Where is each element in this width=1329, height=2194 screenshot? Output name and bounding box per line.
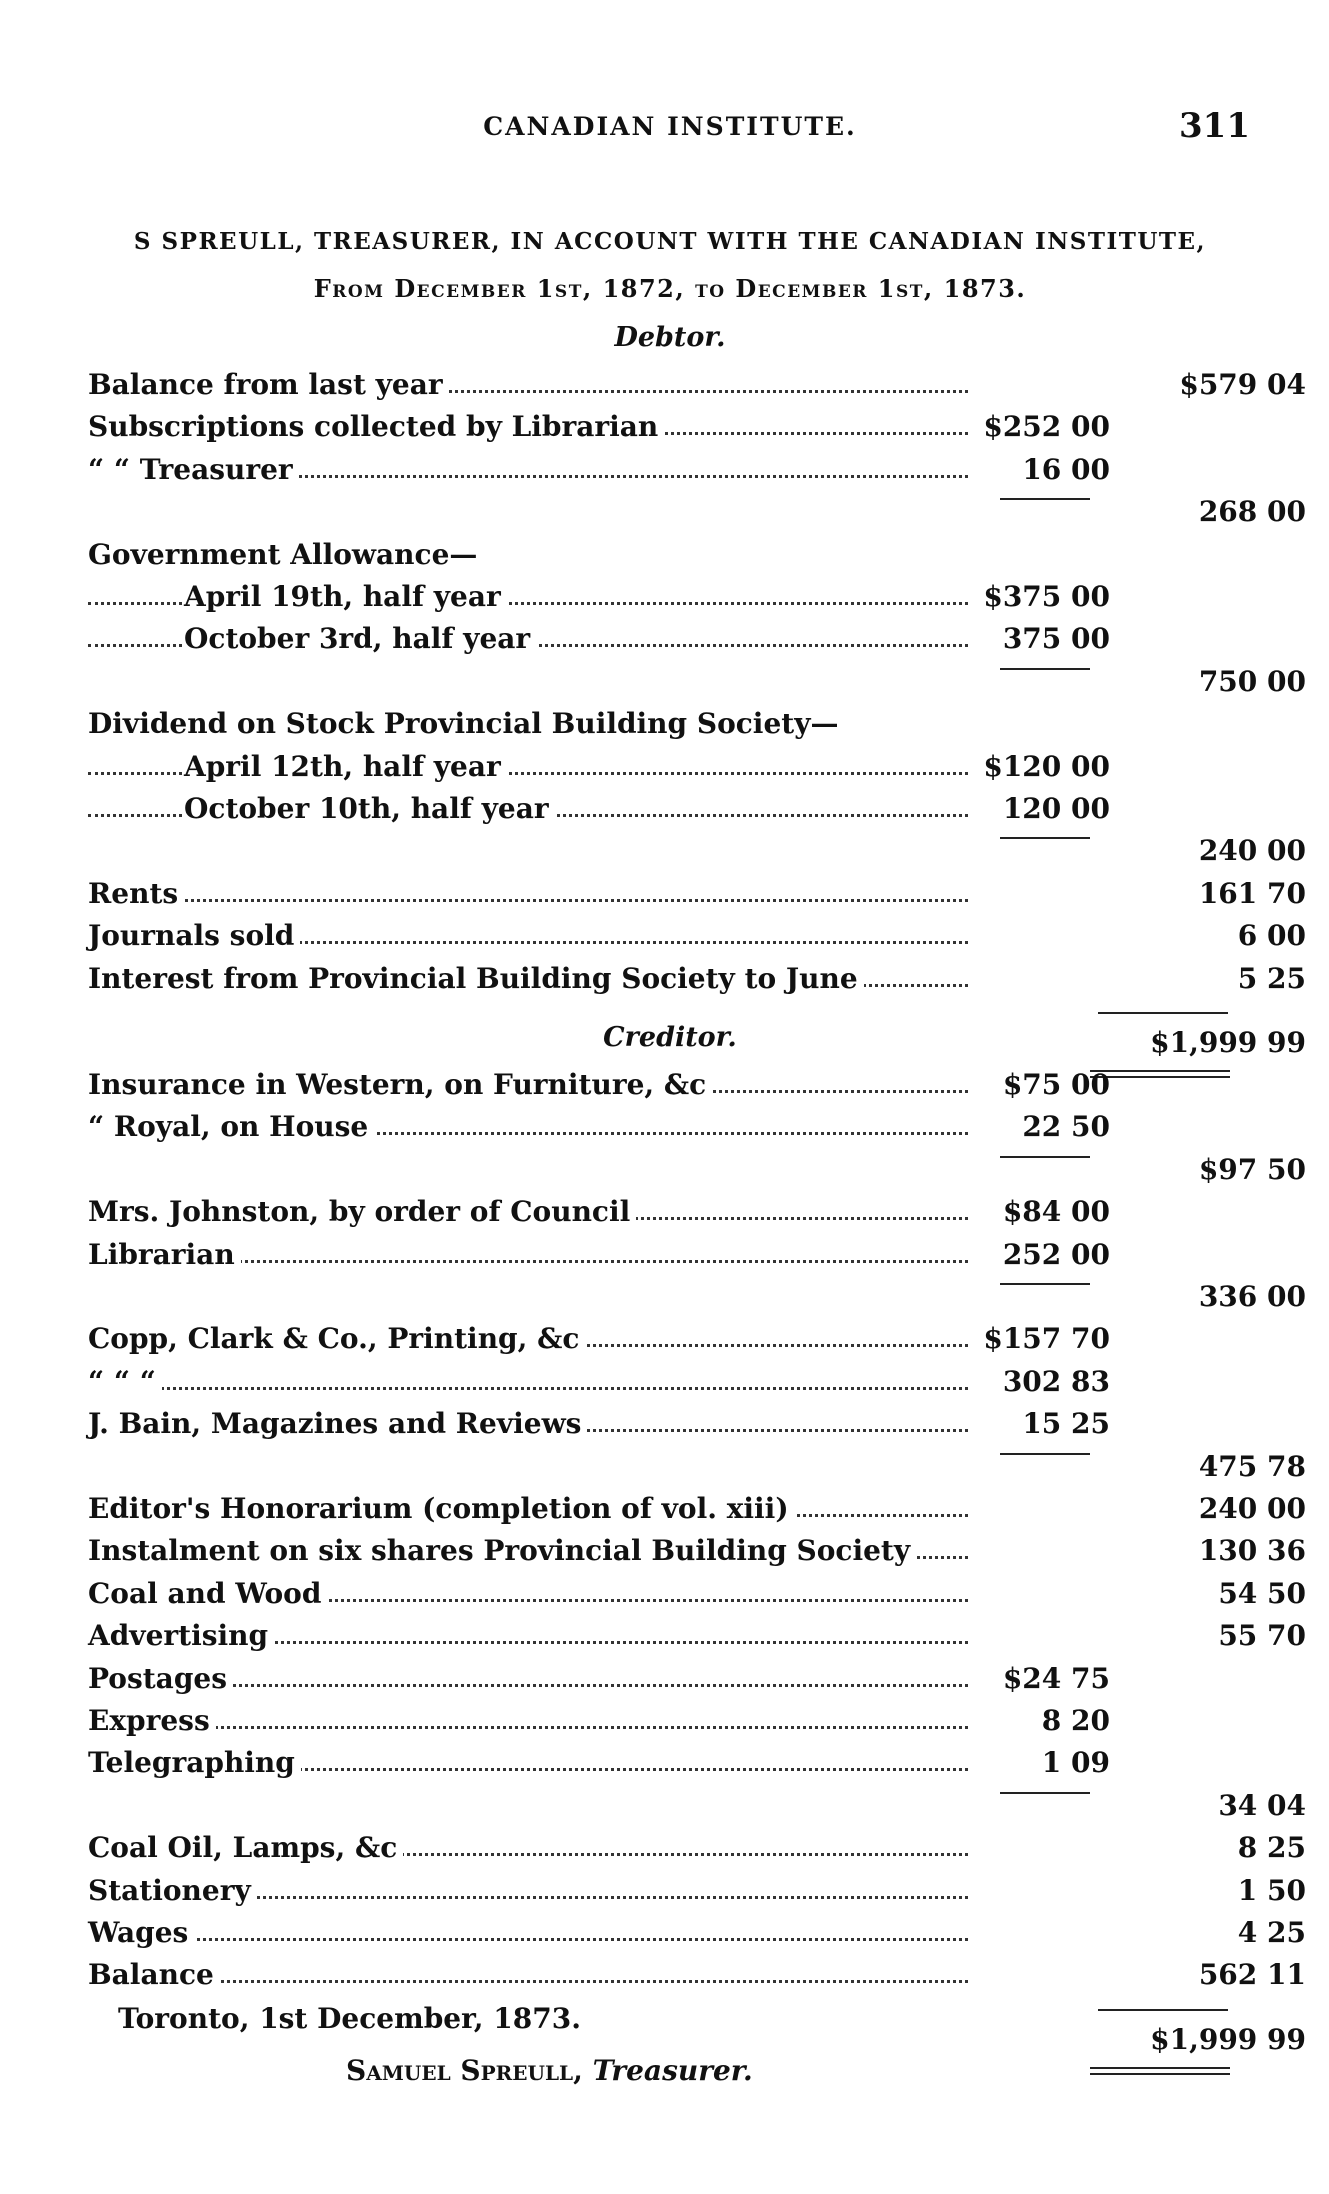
debtor-row (88, 453, 1268, 493)
creditor-row (88, 1195, 1268, 1235)
debtor-row-subamount: $375 00 (983, 580, 1110, 613)
creditor-row (88, 1788, 1306, 1829)
running-title: CANADIAN INSTITUTE. (483, 112, 857, 141)
debtor-row-label: April 12th, half year (184, 750, 507, 783)
debtor-row-label: Rents (88, 877, 184, 910)
debtor-row-label: Dividend on Stock Provincial Building Society— (88, 707, 844, 740)
debtor-row (88, 750, 1268, 790)
creditor-row-label: “ Royal, on House (88, 1110, 374, 1143)
subtotal-rule (1000, 1792, 1090, 1794)
creditor-row (88, 1110, 1268, 1150)
debtor-row-subamount: 120 00 (1002, 792, 1110, 825)
creditor-row-subamount: 1 09 (1041, 1746, 1110, 1780)
creditor-row (88, 1280, 1306, 1320)
subtotal-rule (1000, 1283, 1090, 1285)
creditor-row-label: Express (88, 1704, 216, 1737)
creditor-row-amount: 336 00 (1198, 1280, 1306, 1313)
creditor-row-subamount: 8 20 (1041, 1704, 1110, 1737)
creditor-row (88, 1238, 1268, 1278)
debtor-row (88, 495, 1306, 535)
leader-dots (88, 1726, 968, 1729)
creditor-row-subamount: 22 50 (1022, 1110, 1110, 1144)
creditor-row-label: Coal and Wood (88, 1577, 327, 1610)
creditor-row (88, 1576, 1306, 1617)
creditor-row (88, 1958, 1306, 1998)
creditor-row-amount: 240 00 (1198, 1492, 1306, 1525)
creditor-row (88, 1407, 1268, 1447)
creditor-row-amount: 55 70 (1218, 1619, 1306, 1653)
signature (346, 2054, 753, 2087)
debtor-grand-total: $1,999 99 (1150, 1026, 1306, 1059)
debtor-row (88, 919, 1306, 959)
creditor-row (88, 1619, 1306, 1659)
debtor-row-label: Balance from last year (88, 368, 449, 401)
account-period: From December 1st, 1872, to December 1st, 1873. (313, 274, 1027, 303)
leader-dots (88, 1980, 968, 1983)
creditor-row-subamount: 302 83 (1002, 1364, 1110, 1398)
creditor-row-subamount: $75 00 (1002, 1068, 1110, 1101)
total-rule (1098, 2009, 1228, 2011)
creditor-row (88, 1322, 1268, 1362)
creditor-row (88, 1916, 1306, 1956)
creditor-row-label: “ “ “ (88, 1365, 162, 1398)
account-heading: S SPREULL, TREASURER, IN ACCOUNT WITH THE CANADIAN INSTITUTE, (133, 228, 1207, 255)
creditor-title: Creditor. (603, 1022, 737, 1053)
debtor-row-amount: 268 00 (1198, 495, 1306, 529)
signer-role: Treasurer. (592, 2054, 753, 2087)
creditor-row-amount: $97 50 (1198, 1152, 1306, 1186)
creditor-row-label: Copp, Clark & Co., Printing, &c (88, 1322, 585, 1355)
debtor-row (88, 876, 1306, 917)
debtor-row-subamount: $252 00 (983, 410, 1110, 444)
subtotal-rule (1000, 1156, 1090, 1158)
debtor-row (88, 580, 1268, 620)
signer-name: Samuel Spreull, (346, 2054, 583, 2087)
subtotal-rule (1000, 1453, 1090, 1455)
creditor-row-subamount: 15 25 (1022, 1407, 1110, 1441)
creditor-row-amount: 4 25 (1237, 1916, 1306, 1949)
creditor-row-amount: 54 50 (1218, 1576, 1306, 1610)
creditor-row-amount: 34 04 (1218, 1788, 1306, 1822)
debtor-row-amount: 750 00 (1198, 664, 1306, 698)
leader-dots (88, 1938, 968, 1941)
creditor-row (88, 1662, 1268, 1702)
subtotal-rule (1000, 668, 1090, 670)
debtor-row (88, 622, 1268, 662)
creditor-row-label: Instalment on six shares Provincial Building Society (88, 1534, 916, 1567)
creditor-row-subamount: $24 75 (1002, 1661, 1110, 1695)
debtor-row (88, 538, 1268, 578)
debtor-row-amount: 240 00 (1198, 834, 1306, 868)
creditor-row-amount: 562 11 (1198, 1958, 1306, 1992)
double-rule (1090, 2067, 1230, 2075)
creditor-row (88, 1068, 1268, 1108)
debtor-row-subamount: 16 00 (1022, 452, 1110, 486)
leader-dots (88, 1387, 968, 1390)
creditor-row-amount: 1 50 (1237, 1873, 1306, 1907)
creditor-row (88, 1831, 1306, 1871)
creditor-row (88, 1704, 1268, 1744)
creditor-row-label: J. Bain, Magazines and Reviews (88, 1407, 587, 1440)
debtor-row-subamount: $120 00 (983, 749, 1110, 783)
debtor-row-amount: 6 00 (1237, 919, 1306, 953)
debtor-row-label: April 19th, half year (184, 580, 507, 613)
debtor-row (88, 410, 1268, 450)
debtor-row (88, 664, 1306, 705)
creditor-row-amount: 8 25 (1237, 1831, 1306, 1865)
page-number: 311 (1179, 106, 1250, 146)
debtor-row (88, 961, 1306, 1002)
footer-date: Toronto, 1st December, 1873. (118, 2002, 581, 2035)
debtor-row-label: October 3rd, half year (184, 622, 536, 655)
debtor-row (88, 368, 1306, 408)
debtor-row-amount: $579 04 (1179, 368, 1306, 401)
creditor-row-subamount: 252 00 (1002, 1237, 1110, 1271)
debtor-row (88, 834, 1306, 874)
creditor-row-subamount: $84 00 (1002, 1195, 1110, 1229)
total-rule (1098, 1012, 1228, 1014)
creditor-row-amount: 130 36 (1198, 1534, 1306, 1568)
creditor-row-label: Postages (88, 1662, 233, 1695)
creditor-row-label: Editor's Honorarium (completion of vol. xiii) (88, 1492, 795, 1525)
creditor-row (88, 1152, 1306, 1193)
creditor-row (88, 1449, 1306, 1490)
running-head (90, 106, 1250, 152)
creditor-row-label: Librarian (88, 1238, 241, 1271)
creditor-grand-total: $1,999 99 (1150, 2022, 1306, 2056)
debtor-row (88, 792, 1268, 832)
subtotal-rule (1000, 837, 1090, 839)
debtor-row-label: Journals sold (88, 919, 300, 952)
debtor-row-amount: 5 25 (1237, 961, 1306, 995)
debtor-row-subamount: 375 00 (1002, 622, 1110, 656)
creditor-row-label: Insurance in Western, on Furniture, &c (88, 1068, 712, 1101)
debtor-row-label: Government Allowance— (88, 538, 483, 571)
creditor-row (88, 1746, 1268, 1786)
creditor-row (88, 1873, 1306, 1914)
debtor-row-label: Interest from Provincial Building Society to June (88, 962, 864, 995)
creditor-row-label: Telegraphing (88, 1746, 301, 1779)
subtotal-rule (1000, 498, 1090, 500)
debtor-row-label: “ “ Treasurer (88, 453, 299, 486)
creditor-row-subamount: $157 70 (983, 1322, 1110, 1356)
creditor-row (88, 1365, 1268, 1405)
creditor-row-amount: 475 78 (1198, 1449, 1306, 1483)
debtor-row-label: Subscriptions collected by Librarian (88, 410, 664, 443)
leader-dots (88, 899, 968, 902)
debtor-row-amount: 161 70 (1198, 876, 1306, 910)
debtor-row (88, 707, 1268, 747)
creditor-row (88, 1534, 1306, 1574)
creditor-row-label: Stationery (88, 1874, 257, 1907)
debtor-row-label: October 10th, half year (184, 792, 555, 825)
creditor-row (88, 1492, 1306, 1532)
creditor-row-label: Coal Oil, Lamps, &c (88, 1831, 403, 1864)
debtor-title: Debtor. (614, 322, 726, 353)
creditor-row-label: Advertising (88, 1619, 274, 1652)
creditor-row-label: Balance (88, 1958, 220, 1991)
creditor-row-label: Mrs. Johnston, by order of Council (88, 1195, 636, 1228)
creditor-row-label: Wages (88, 1916, 194, 1949)
